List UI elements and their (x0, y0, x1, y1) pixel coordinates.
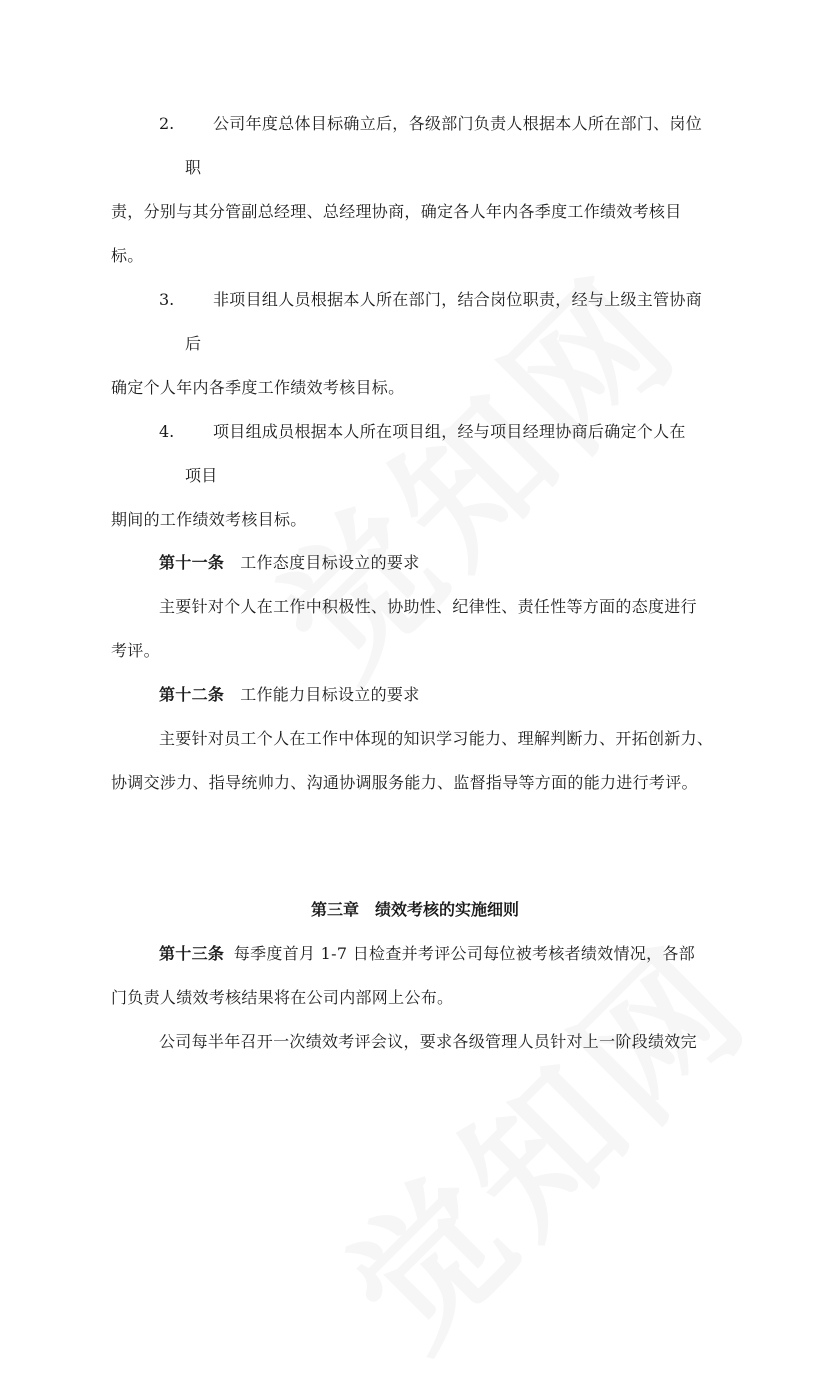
article-11-heading (159, 553, 420, 573)
list-item-wrap: 后 (185, 334, 202, 353)
article-12-heading (159, 685, 420, 705)
article-body: 每季度首月 1-7 日检查并考评公司每位被考核者绩效情况，各部 (233, 944, 696, 963)
article-label: 第十三条 (159, 944, 225, 963)
chapter-heading (0, 900, 830, 920)
list-number: 3. (159, 290, 175, 309)
article-12-body: 协调交涉力、指导统帅力、沟通协调服务能力、监督指导等方面的能力进行考评。 (111, 773, 698, 792)
list-number: 2. (159, 114, 175, 133)
paragraph: 公司每半年召开一次绩效考评会议，要求各级管理人员针对上一阶段绩效完 (159, 1032, 697, 1051)
list-item-wrap: 职 (185, 158, 202, 177)
article-13-body: 门负责人绩效考核结果将在公司内部网上公布。 (111, 988, 454, 1007)
article-12-body: 主要针对员工个人在工作中体现的知识学习能力、理解判断力、开拓创新力、 (159, 729, 714, 748)
list-item-text: 非项目组人员根据本人所在部门，结合岗位职责，经与上级主管协商 (213, 290, 703, 309)
list-item-wrap: 项目 (185, 466, 218, 485)
list-item-text: 公司年度总体目标确立后，各级部门负责人根据本人所在部门、岗位 (213, 114, 703, 133)
chapter-label: 第三章 (310, 900, 359, 919)
article-title: 工作态度目标设立的要求 (240, 553, 420, 572)
article-11-body: 考评。 (111, 641, 160, 660)
watermark (294, 892, 786, 1384)
chapter-title: 绩效考核的实施细则 (375, 900, 520, 919)
article-label: 第十一条 (159, 553, 225, 572)
article-title: 工作能力目标设立的要求 (240, 685, 420, 704)
article-13-heading (159, 944, 695, 964)
list-number: 4. (159, 422, 175, 441)
article-label: 第十二条 (159, 685, 225, 704)
list-item-text: 项目组成员根据本人所在项目组，经与项目经理协商后确定个人在 (213, 422, 686, 441)
list-item-continuation: 标。 (111, 246, 144, 265)
article-11-body: 主要针对个人在工作中积极性、协助性、纪律性、责任性等方面的态度进行 (159, 597, 697, 616)
list-item-continuation: 期间的工作绩效考核目标。 (111, 510, 307, 529)
list-item-continuation: 责，分别与其分管副总经理、总经理协商，确定各人年内各季度工作绩效考核目 (111, 202, 682, 221)
list-item-continuation: 确定个人年内各季度工作绩效考核目标。 (111, 378, 405, 397)
